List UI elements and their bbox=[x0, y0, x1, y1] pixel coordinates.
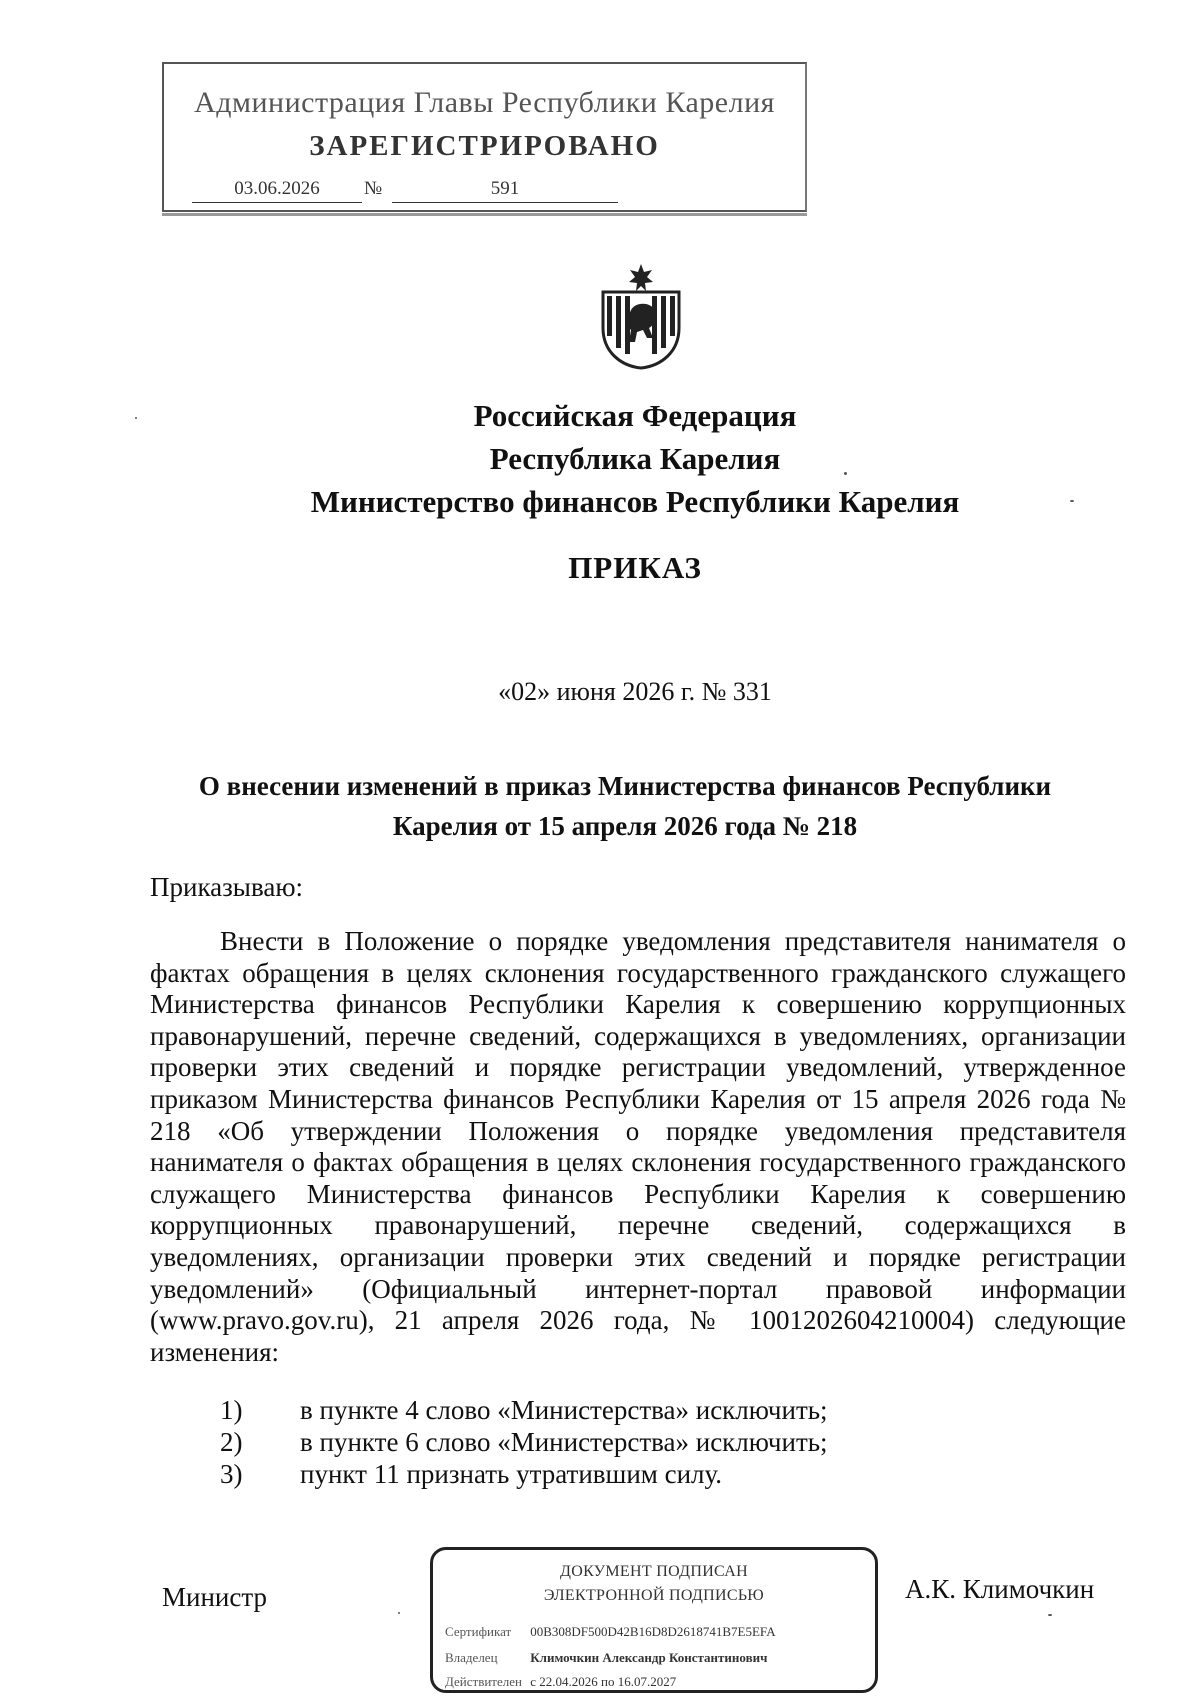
esign-validity-label: Действителен bbox=[445, 1674, 522, 1689]
list-item bbox=[150, 1394, 828, 1426]
esign-certificate-row bbox=[445, 1624, 776, 1640]
scan-speck bbox=[135, 417, 137, 419]
header-ministry: Министерство финансов Республики Карелия bbox=[310, 484, 960, 519]
esign-certificate-label: Сертификат bbox=[445, 1624, 512, 1639]
esign-certificate-value: 00B308DF500D42B16D8D2618741B7E5EFA bbox=[530, 1624, 776, 1639]
header-region: Республика Карелия bbox=[489, 441, 781, 476]
list-item-number: 2) bbox=[220, 1427, 243, 1457]
scan-speck bbox=[1070, 500, 1074, 502]
list-item bbox=[150, 1426, 828, 1458]
order-subject bbox=[150, 766, 1100, 846]
order-date-number: «02» июня 2026 г. № 331 bbox=[498, 677, 772, 706]
registration-number: 591 bbox=[392, 178, 618, 203]
decree-word: Приказываю: bbox=[150, 872, 303, 902]
karelia-coat-of-arms-icon bbox=[595, 262, 687, 370]
list-item-text: в пункте 6 слово «Министерства» исключить; bbox=[300, 1427, 828, 1457]
document-type: ПРИКАЗ bbox=[568, 550, 702, 585]
scan-speck bbox=[1048, 1614, 1052, 1616]
scan-speck bbox=[844, 472, 847, 475]
list-item-number: 3) bbox=[220, 1459, 243, 1489]
list-item-number: 1) bbox=[220, 1395, 243, 1425]
esign-title-line2: ЭЛЕКТРОННОЙ ПОДПИСЬЮ bbox=[543, 1587, 765, 1604]
esign-validity-value: с 22.04.2026 по 16.07.2027 bbox=[530, 1674, 677, 1689]
esign-title-line1: ДОКУМЕНТ ПОДПИСАН bbox=[560, 1563, 748, 1580]
signatory-name: А.К. Климочкин bbox=[905, 1574, 1095, 1604]
esign-owner-row bbox=[445, 1650, 767, 1666]
list-item bbox=[150, 1458, 828, 1490]
order-subject-line1: О внесении изменений в приказ Министерства финансов Республики bbox=[198, 771, 1052, 801]
header-country: Российская Федерация bbox=[473, 398, 797, 433]
registration-date: 03.06.2026 bbox=[192, 178, 362, 203]
list-item-text: пункт 11 признать утратившим силу. bbox=[300, 1459, 723, 1489]
electronic-signature-stamp bbox=[430, 1547, 878, 1693]
registration-number-label: № bbox=[364, 178, 383, 199]
list-item-text: в пункте 4 слово «Министерства» исключить; bbox=[300, 1395, 828, 1425]
order-subject-line2: Карелия от 15 апреля 2026 года № 218 bbox=[392, 811, 858, 841]
change-items-list bbox=[150, 1394, 828, 1490]
registration-stamp bbox=[162, 62, 807, 212]
esign-validity-row bbox=[445, 1674, 676, 1690]
registration-organization: Администрация Главы Республики Карелия bbox=[194, 86, 775, 119]
signatory-position: Министр bbox=[162, 1582, 267, 1612]
body-paragraph: Внести в Положение о порядке уведомления представителя нанимателя о фактах обращения в целях склонения государственного гражданского служащего Министерства финансов Республики Карелия к совершению коррупционных правонарушений, перечне сведений, содержащихся в уведомлениях, организации проверки этих сведений и порядке регистрации уведомлений, утвержденное приказом Министерства финансов Республики Карелия от 15 апреля 2026 года № 218 «Об утверждении Положения о порядке уведомления представителя нанимателя о фактах обращения в целях склонения государственного гражданского служащего Министерства финансов Республики Карелия к совершению коррупционных правонарушений, перечне сведений, содержащихся в уведомлениях, организации проверки этих сведений и порядке регистрации уведомлений» (Официальный интернет-портал правовой информации (www.pravo.gov.ru), 21 апреля 2026 года, № 1001202604210004) следующие изменения: bbox=[150, 926, 1126, 1367]
registration-status: ЗАРЕГИСТРИРОВАНО bbox=[309, 130, 660, 162]
esign-title bbox=[433, 1560, 875, 1608]
scan-speck bbox=[398, 1612, 400, 1614]
esign-owner-value: Климочкин Александр Константинович bbox=[530, 1650, 768, 1665]
esign-owner-label: Владелец bbox=[445, 1650, 498, 1665]
